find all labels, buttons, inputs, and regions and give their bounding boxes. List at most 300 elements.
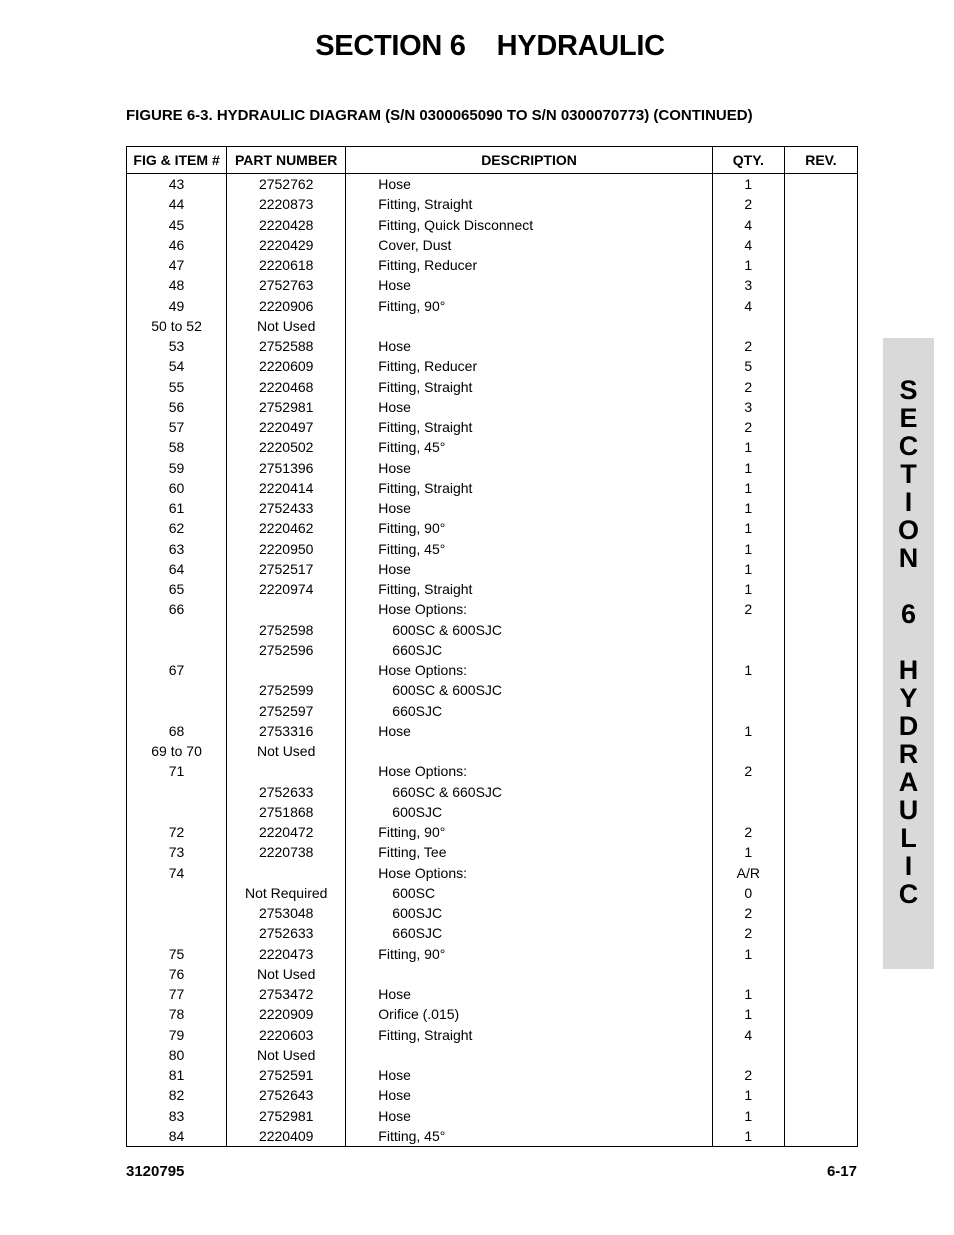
description-cell: Fitting, 90° — [346, 944, 713, 964]
rev-cell — [784, 518, 857, 538]
item-number-cell: 68 — [127, 721, 227, 741]
description-cell: Fitting, 45° — [346, 437, 713, 457]
part-number-cell — [227, 599, 346, 619]
qty-cell: 3 — [712, 397, 784, 417]
qty-cell: 2 — [712, 599, 784, 619]
table-row — [127, 883, 858, 903]
part-number-cell: 2752597 — [227, 701, 346, 721]
rev-cell — [784, 275, 857, 295]
rev-cell — [784, 701, 857, 721]
qty-cell — [712, 802, 784, 822]
item-number-cell: 79 — [127, 1025, 227, 1045]
table-row — [127, 923, 858, 943]
qty-cell: 4 — [712, 235, 784, 255]
rev-cell — [784, 194, 857, 214]
table-row — [127, 336, 858, 356]
description-cell: 660SJC — [346, 701, 713, 721]
description-cell — [346, 741, 713, 761]
description-cell: Fitting, Straight — [346, 377, 713, 397]
qty-cell — [712, 316, 784, 336]
rev-cell — [784, 822, 857, 842]
rev-cell — [784, 964, 857, 984]
item-number-cell: 77 — [127, 984, 227, 1004]
part-number-cell: 2220409 — [227, 1126, 346, 1147]
rev-cell — [784, 1126, 857, 1147]
description-cell: Fitting, 45° — [346, 1126, 713, 1147]
item-number-cell — [127, 620, 227, 640]
rev-cell — [784, 599, 857, 619]
qty-cell: 1 — [712, 255, 784, 275]
item-number-cell: 56 — [127, 397, 227, 417]
table-row — [127, 417, 858, 437]
item-number-cell: 72 — [127, 822, 227, 842]
description-cell: Fitting, Reducer — [346, 255, 713, 275]
item-number-cell: 59 — [127, 458, 227, 478]
description-cell: Fitting, Reducer — [346, 356, 713, 376]
table-row — [127, 741, 858, 761]
description-cell: Fitting, Straight — [346, 417, 713, 437]
table-row — [127, 498, 858, 518]
table-row — [127, 377, 858, 397]
section-title: SECTION 6 HYDRAULIC — [315, 30, 665, 62]
table-row — [127, 660, 858, 680]
section-side-tab — [883, 338, 934, 969]
description-cell: Hose — [346, 1106, 713, 1126]
qty-cell — [712, 964, 784, 984]
qty-cell: 2 — [712, 194, 784, 214]
item-number-cell — [127, 903, 227, 923]
side-tab-letter: I — [904, 487, 913, 517]
description-cell: Fitting, Tee — [346, 842, 713, 862]
parts-table — [126, 146, 858, 1147]
qty-cell: 2 — [712, 417, 784, 437]
part-number-cell: 2752633 — [227, 923, 346, 943]
part-number-cell: Not Used — [227, 1045, 346, 1065]
rev-cell — [784, 741, 857, 761]
description-cell — [346, 316, 713, 336]
qty-cell: 1 — [712, 478, 784, 498]
item-number-cell: 43 — [127, 174, 227, 195]
table-row — [127, 397, 858, 417]
qty-cell: 2 — [712, 336, 784, 356]
side-tab-letter: T — [900, 459, 917, 489]
table-row — [127, 579, 858, 599]
item-number-cell: 47 — [127, 255, 227, 275]
item-number-cell: 74 — [127, 863, 227, 883]
item-number-cell: 65 — [127, 579, 227, 599]
qty-cell: 4 — [712, 296, 784, 316]
qty-cell — [712, 1045, 784, 1065]
side-tab-letter: R — [898, 739, 919, 769]
part-number-cell: Not Used — [227, 741, 346, 761]
description-cell: Fitting, 90° — [346, 518, 713, 538]
description-cell: Hose — [346, 174, 713, 195]
rev-cell — [784, 903, 857, 923]
table-row — [127, 599, 858, 619]
header-description: DESCRIPTION — [346, 147, 713, 174]
description-cell: Hose — [346, 1065, 713, 1085]
rev-cell — [784, 498, 857, 518]
qty-cell — [712, 680, 784, 700]
side-tab-letter: C — [898, 431, 919, 461]
item-number-cell: 67 — [127, 660, 227, 680]
description-cell: Fitting, Straight — [346, 478, 713, 498]
item-number-cell: 73 — [127, 842, 227, 862]
part-number-cell: 2220909 — [227, 1004, 346, 1024]
qty-cell — [712, 640, 784, 660]
item-number-cell — [127, 802, 227, 822]
part-number-cell: 2220609 — [227, 356, 346, 376]
item-number-cell: 55 — [127, 377, 227, 397]
side-tab-letter: C — [898, 879, 919, 909]
rev-cell — [784, 923, 857, 943]
table-row — [127, 1126, 858, 1147]
rev-cell — [784, 417, 857, 437]
part-number-cell: 2220502 — [227, 437, 346, 457]
rev-cell — [784, 944, 857, 964]
table-row — [127, 437, 858, 457]
qty-cell: A/R — [712, 863, 784, 883]
part-number-cell: 2752599 — [227, 680, 346, 700]
rev-cell — [784, 336, 857, 356]
rev-cell — [784, 539, 857, 559]
table-row — [127, 1025, 858, 1045]
part-number-cell: 2752981 — [227, 397, 346, 417]
table-row — [127, 215, 858, 235]
part-number-cell: 2753048 — [227, 903, 346, 923]
item-number-cell: 46 — [127, 235, 227, 255]
rev-cell — [784, 1004, 857, 1024]
side-tab-letter: U — [898, 795, 919, 825]
table-row — [127, 1065, 858, 1085]
part-number-cell: 2751396 — [227, 458, 346, 478]
item-number-cell: 64 — [127, 559, 227, 579]
part-number-cell: 2753316 — [227, 721, 346, 741]
part-number-cell: 2220462 — [227, 518, 346, 538]
qty-cell: 1 — [712, 1085, 784, 1105]
side-tab-letter: E — [899, 403, 918, 433]
side-tab-letter: I — [904, 851, 913, 881]
rev-cell — [784, 761, 857, 781]
description-cell — [346, 1045, 713, 1065]
table-row — [127, 1045, 858, 1065]
part-number-cell: 2752763 — [227, 275, 346, 295]
part-number-cell: 2752643 — [227, 1085, 346, 1105]
part-number-cell: 2751868 — [227, 802, 346, 822]
table-row — [127, 1106, 858, 1126]
qty-cell: 1 — [712, 1106, 784, 1126]
item-number-cell: 82 — [127, 1085, 227, 1105]
item-number-cell: 50 to 52 — [127, 316, 227, 336]
header-qty: QTY. — [712, 147, 784, 174]
qty-cell: 2 — [712, 1065, 784, 1085]
table-row — [127, 255, 858, 275]
rev-cell — [784, 1106, 857, 1126]
table-row — [127, 761, 858, 781]
side-tab-letter: A — [898, 767, 919, 797]
rev-cell — [784, 235, 857, 255]
item-number-cell — [127, 923, 227, 943]
rev-cell — [784, 397, 857, 417]
rev-cell — [784, 680, 857, 700]
rev-cell — [784, 782, 857, 802]
document-number: 3120795 — [126, 1163, 185, 1180]
table-row — [127, 822, 858, 842]
qty-cell: 1 — [712, 660, 784, 680]
qty-cell: 1 — [712, 498, 784, 518]
description-cell: Hose Options: — [346, 761, 713, 781]
table-row — [127, 640, 858, 660]
description-cell: Hose — [346, 458, 713, 478]
item-number-cell — [127, 701, 227, 721]
part-number-cell: 2220618 — [227, 255, 346, 275]
rev-cell — [784, 1065, 857, 1085]
qty-cell: 1 — [712, 1004, 784, 1024]
description-cell: 600SC & 600SJC — [346, 620, 713, 640]
table-row — [127, 701, 858, 721]
table-row — [127, 782, 858, 802]
part-number-cell: 2220738 — [227, 842, 346, 862]
qty-cell: 3 — [712, 275, 784, 295]
item-number-cell — [127, 640, 227, 660]
part-number-cell: 2220603 — [227, 1025, 346, 1045]
qty-cell: 1 — [712, 944, 784, 964]
table-row — [127, 620, 858, 640]
table-row — [127, 458, 858, 478]
item-number-cell: 49 — [127, 296, 227, 316]
side-tab-letter: O — [897, 515, 919, 545]
qty-cell: 0 — [712, 883, 784, 903]
description-cell: Hose — [346, 397, 713, 417]
rev-cell — [784, 296, 857, 316]
rev-cell — [784, 883, 857, 903]
item-number-cell: 53 — [127, 336, 227, 356]
rev-cell — [784, 660, 857, 680]
description-cell: Hose — [346, 336, 713, 356]
item-number-cell: 66 — [127, 599, 227, 619]
table-row — [127, 174, 858, 195]
qty-cell: 4 — [712, 215, 784, 235]
qty-cell: 2 — [712, 903, 784, 923]
part-number-cell: 2220497 — [227, 417, 346, 437]
rev-cell — [784, 458, 857, 478]
table-row — [127, 518, 858, 538]
side-tab-letter: 6 — [900, 599, 917, 629]
part-number-cell: 2752633 — [227, 782, 346, 802]
qty-cell: 1 — [712, 174, 784, 195]
qty-cell: 1 — [712, 559, 784, 579]
item-number-cell: 71 — [127, 761, 227, 781]
figure-title: FIGURE 6-3. HYDRAULIC DIAGRAM (S/N 0300065090 TO S/N 0300070773) (CONTINUED) — [126, 107, 753, 124]
description-cell: Hose — [346, 984, 713, 1004]
item-number-cell — [127, 883, 227, 903]
part-number-cell: 2752433 — [227, 498, 346, 518]
rev-cell — [784, 215, 857, 235]
part-number-cell: 2220873 — [227, 194, 346, 214]
table-row — [127, 984, 858, 1004]
description-cell: 660SC & 660SJC — [346, 782, 713, 802]
qty-cell: 4 — [712, 1025, 784, 1045]
table-row — [127, 1085, 858, 1105]
part-number-cell: 2220468 — [227, 377, 346, 397]
table-row — [127, 235, 858, 255]
qty-cell: 1 — [712, 579, 784, 599]
table-row — [127, 721, 858, 741]
part-number-cell: 2752588 — [227, 336, 346, 356]
item-number-cell: 81 — [127, 1065, 227, 1085]
rev-cell — [784, 863, 857, 883]
description-cell: 600SC & 600SJC — [346, 680, 713, 700]
description-cell: Fitting, Quick Disconnect — [346, 215, 713, 235]
table-row — [127, 842, 858, 862]
side-tab-letter: D — [898, 711, 919, 741]
description-cell: Hose — [346, 275, 713, 295]
qty-cell — [712, 701, 784, 721]
table-row — [127, 275, 858, 295]
table-row — [127, 903, 858, 923]
rev-cell — [784, 377, 857, 397]
part-number-cell: 2220429 — [227, 235, 346, 255]
table-row — [127, 1004, 858, 1024]
part-number-cell: 2753472 — [227, 984, 346, 1004]
page-number: 6-17 — [826, 1163, 857, 1180]
qty-cell: 2 — [712, 761, 784, 781]
item-number-cell: 76 — [127, 964, 227, 984]
part-number-cell: 2752517 — [227, 559, 346, 579]
item-number-cell: 60 — [127, 478, 227, 498]
description-cell: 600SJC — [346, 802, 713, 822]
table-header-row — [127, 147, 858, 174]
rev-cell — [784, 802, 857, 822]
qty-cell: 1 — [712, 1126, 784, 1147]
rev-cell — [784, 984, 857, 1004]
qty-cell: 1 — [712, 518, 784, 538]
item-number-cell: 83 — [127, 1106, 227, 1126]
qty-cell — [712, 620, 784, 640]
side-tab-letter: N — [898, 543, 919, 573]
header-rev: REV. — [784, 147, 857, 174]
table-row — [127, 944, 858, 964]
part-number-cell: 2220906 — [227, 296, 346, 316]
item-number-cell: 44 — [127, 194, 227, 214]
rev-cell — [784, 579, 857, 599]
part-number-cell: 2220472 — [227, 822, 346, 842]
item-number-cell: 69 to 70 — [127, 741, 227, 761]
qty-cell: 1 — [712, 842, 784, 862]
part-number-cell: 2752762 — [227, 174, 346, 195]
item-number-cell: 62 — [127, 518, 227, 538]
part-number-cell: Not Required — [227, 883, 346, 903]
part-number-cell: 2220414 — [227, 478, 346, 498]
rev-cell — [784, 437, 857, 457]
description-cell: Fitting, Straight — [346, 1025, 713, 1045]
qty-cell: 1 — [712, 539, 784, 559]
qty-cell: 2 — [712, 377, 784, 397]
rev-cell — [784, 356, 857, 376]
description-cell: Fitting, Straight — [346, 194, 713, 214]
qty-cell: 2 — [712, 923, 784, 943]
part-number-cell: 2220473 — [227, 944, 346, 964]
rev-cell — [784, 1085, 857, 1105]
header-part-number: PART NUMBER — [227, 147, 346, 174]
part-number-cell: Not Used — [227, 964, 346, 984]
header-item: FIG & ITEM # — [127, 147, 227, 174]
description-cell: Hose Options: — [346, 599, 713, 619]
part-number-cell: 2220950 — [227, 539, 346, 559]
table-row — [127, 680, 858, 700]
table-row — [127, 559, 858, 579]
part-number-cell — [227, 761, 346, 781]
rev-cell — [784, 316, 857, 336]
description-cell: Hose — [346, 721, 713, 741]
description-cell: Fitting, Straight — [346, 579, 713, 599]
rev-cell — [784, 478, 857, 498]
table-row — [127, 539, 858, 559]
part-number-cell: 2220974 — [227, 579, 346, 599]
description-cell: Hose Options: — [346, 660, 713, 680]
rev-cell — [784, 620, 857, 640]
rev-cell — [784, 721, 857, 741]
side-tab-letter: Y — [899, 683, 918, 713]
rev-cell — [784, 174, 857, 195]
table-row — [127, 316, 858, 336]
part-number-cell: 2752981 — [227, 1106, 346, 1126]
description-cell: 660SJC — [346, 640, 713, 660]
side-tab-letter: L — [900, 823, 917, 853]
qty-cell — [712, 782, 784, 802]
qty-cell: 1 — [712, 721, 784, 741]
table-row — [127, 478, 858, 498]
item-number-cell — [127, 680, 227, 700]
item-number-cell: 84 — [127, 1126, 227, 1147]
table-row — [127, 964, 858, 984]
table-row — [127, 296, 858, 316]
rev-cell — [784, 1045, 857, 1065]
part-number-cell — [227, 863, 346, 883]
item-number-cell: 57 — [127, 417, 227, 437]
part-number-cell: 2752591 — [227, 1065, 346, 1085]
part-number-cell: 2752596 — [227, 640, 346, 660]
rev-cell — [784, 559, 857, 579]
description-cell: Fitting, 45° — [346, 539, 713, 559]
part-number-cell — [227, 660, 346, 680]
description-cell: Orifice (.015) — [346, 1004, 713, 1024]
rev-cell — [784, 640, 857, 660]
item-number-cell: 78 — [127, 1004, 227, 1024]
qty-cell: 1 — [712, 437, 784, 457]
item-number-cell — [127, 782, 227, 802]
rev-cell — [784, 1025, 857, 1045]
side-tab-letter: H — [898, 655, 919, 685]
qty-cell: 1 — [712, 458, 784, 478]
table-row — [127, 802, 858, 822]
description-cell: Cover, Dust — [346, 235, 713, 255]
qty-cell: 1 — [712, 984, 784, 1004]
description-cell: Hose — [346, 559, 713, 579]
part-number-cell: 2220428 — [227, 215, 346, 235]
description-cell: Hose — [346, 1085, 713, 1105]
table-row — [127, 194, 858, 214]
description-cell: Fitting, 90° — [346, 296, 713, 316]
item-number-cell: 63 — [127, 539, 227, 559]
part-number-cell: 2752598 — [227, 620, 346, 640]
item-number-cell: 54 — [127, 356, 227, 376]
description-cell: Hose — [346, 498, 713, 518]
table-row — [127, 863, 858, 883]
part-number-cell: Not Used — [227, 316, 346, 336]
description-cell: 600SJC — [346, 903, 713, 923]
parts-table-body — [127, 174, 858, 1147]
